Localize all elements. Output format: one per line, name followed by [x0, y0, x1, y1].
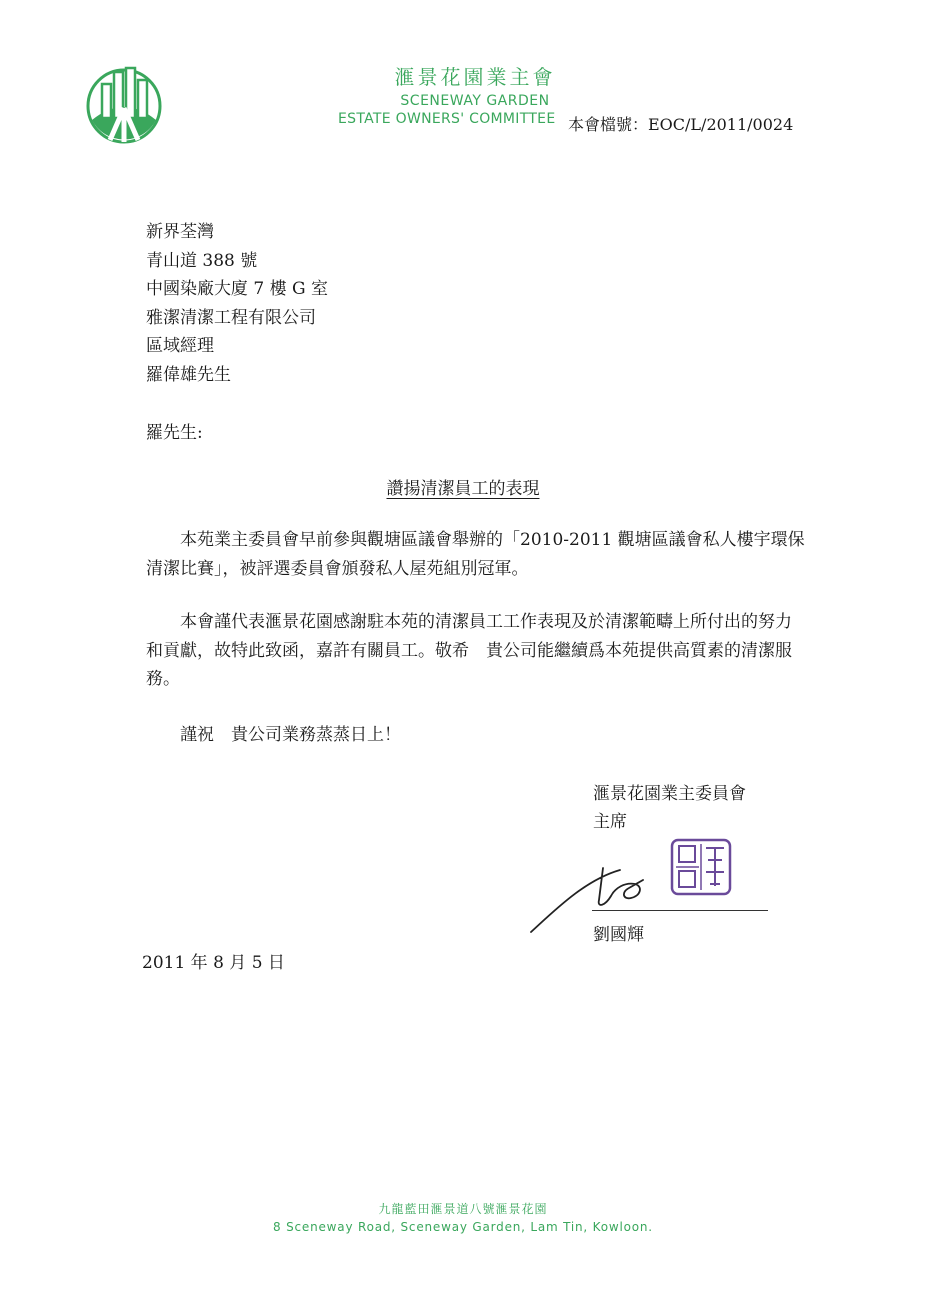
signer-organization: 滙景花園業主委員會	[593, 784, 746, 804]
address-line: 區域經理	[146, 336, 214, 356]
body-paragraph-1: 本苑業主委員會早前參與觀塘區議會舉辦的「2010-2011 觀塘區議會私人樓宇環保清潔比賽」，被評選委員會頒發私人屋苑組別冠軍。	[146, 530, 805, 579]
address-line: 新界荃灣	[146, 222, 214, 242]
address-line: 雅潔清潔工程有限公司	[146, 307, 316, 328]
letter-subject	[0, 474, 926, 499]
address-line: 中國染廠大廈 7 樓 G 室	[146, 279, 329, 299]
address-line: 羅偉雄先生	[146, 364, 231, 385]
footer-address-chinese: 九龍藍田滙景道八號滙景花園	[378, 1202, 548, 1216]
recipient-address	[146, 218, 328, 389]
footer-address	[0, 1200, 926, 1236]
closing-line: 謹祝 貴公司業務蒸蒸日上！	[180, 725, 401, 745]
letter-date: 2011 年 8 月 5 日	[142, 953, 285, 973]
signature-organization	[593, 780, 746, 836]
body-paragraph-2: 本會謹代表滙景花園感謝駐本苑的清潔員工工作表現及於清潔範疇上所付出的努力和貢獻，故特此致函，嘉許有關員工。敬希 貴公司能繼續爲本苑提供高質素的清潔服務。	[146, 612, 792, 689]
personal-seal-icon	[670, 838, 732, 896]
signer-title: 主席	[593, 812, 627, 832]
subject-text: 讚揚清潔員工的表現	[386, 479, 540, 499]
reference-number: 本會檔號：EOC/L/2011/0024	[568, 115, 794, 134]
signature-line	[592, 910, 768, 911]
footer-address-english: 8 Sceneway Road, Sceneway Garden, Lam Tin, Kowloon.	[273, 1220, 653, 1234]
address-line: 青山道 388 號	[146, 250, 258, 271]
sceneway-garden-logo-icon	[80, 64, 168, 144]
org-name-english-line2: ESTATE OWNERS' COMMITTEE	[338, 111, 556, 127]
org-name-english-line1: SCENEWAY GARDEN	[400, 93, 550, 109]
org-name-chinese: 滙景花園業主會	[394, 65, 556, 89]
salutation: 羅先生:	[146, 423, 203, 443]
signer-name: 劉國輝	[593, 925, 644, 945]
